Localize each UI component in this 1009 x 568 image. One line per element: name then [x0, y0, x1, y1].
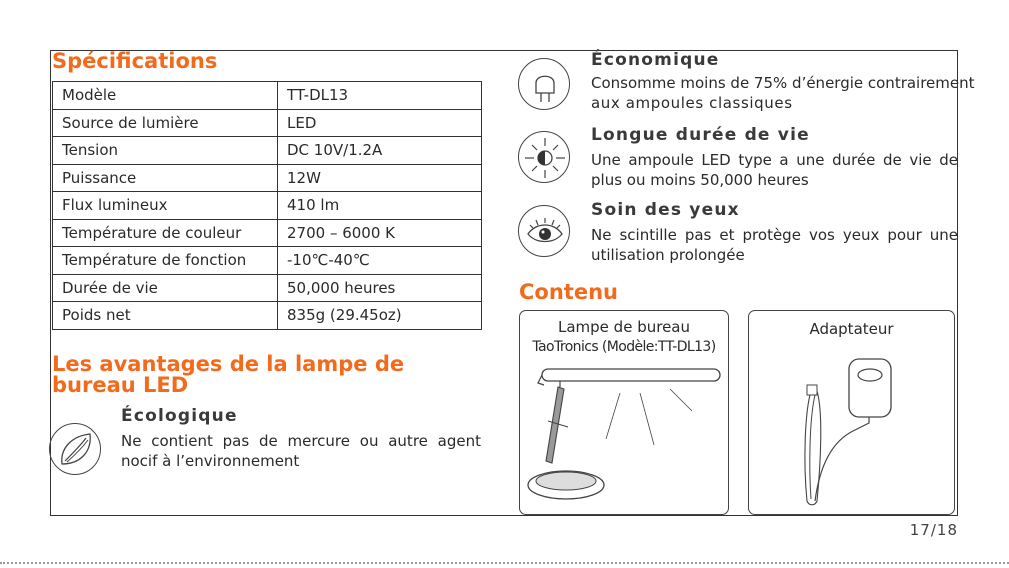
spec-row — [53, 219, 482, 247]
spec-row — [53, 192, 482, 220]
adapter-box — [748, 310, 955, 515]
spec-label: Poids net — [53, 302, 278, 330]
spec-row — [53, 302, 482, 330]
spec-value: 2700 – 6000 K — [278, 219, 482, 247]
advantage-text-economique-line2: aux ampoules classiques — [591, 94, 793, 112]
lamp-label: Lampe de bureau — [558, 318, 690, 336]
spec-label: Puissance — [53, 164, 278, 192]
bottom-dotted-divider — [0, 562, 1009, 564]
advantage-text-economique-line1: Consomme moins de 75% d’énergie contrairement — [591, 74, 975, 92]
lamp-model-label: TaoTronics (Modèle:TT-DL13) — [532, 339, 716, 355]
spec-row — [53, 109, 482, 137]
advantage-text-longue-duree-line1: Une ampoule LED type a une durée de vie de — [591, 151, 958, 169]
advantages-title-line2: bureau LED — [52, 373, 189, 397]
power-adapter-image — [749, 351, 954, 513]
spec-value: -10℃-40℃ — [278, 247, 482, 275]
spec-row — [53, 137, 482, 165]
specs-title: Spécifications — [52, 49, 218, 73]
spec-row — [53, 247, 482, 275]
spec-label: Température de fonction — [53, 247, 278, 275]
advantage-text-soin-yeux-line1: Ne scintille pas et protège vos yeux pour une — [591, 226, 958, 244]
spec-value: 835g (29.45oz) — [278, 302, 482, 330]
desk-lamp-image — [520, 361, 728, 513]
contents-title: Contenu — [519, 280, 618, 304]
advantages-title-line1: Les avantages de la lampe de — [52, 352, 405, 376]
spec-label: Modèle — [53, 82, 278, 110]
plug-icon — [518, 58, 570, 110]
adapter-label: Adaptateur — [809, 320, 894, 338]
spec-label: Température de couleur — [53, 219, 278, 247]
advantage-text-soin-yeux-line2: utilisation prolongée — [591, 246, 745, 264]
spec-row — [53, 274, 482, 302]
spec-value: DC 10V/1.2A — [278, 137, 482, 165]
leaf-icon — [49, 423, 101, 475]
spec-value: TT-DL13 — [278, 82, 482, 110]
advantage-text-ecologique-line2: nocif à l’environnement — [121, 452, 300, 470]
spec-label: Flux lumineux — [53, 192, 278, 220]
spec-label: Source de lumière — [53, 109, 278, 137]
spec-value: 12W — [278, 164, 482, 192]
spec-label: Durée de vie — [53, 274, 278, 302]
spec-value: 410 lm — [278, 192, 482, 220]
spec-value: 50,000 heures — [278, 274, 482, 302]
spec-value: LED — [278, 109, 482, 137]
specs-table — [52, 81, 482, 330]
advantage-title-economique: Économique — [591, 50, 720, 70]
spec-label: Tension — [53, 137, 278, 165]
advantage-title-soin-yeux: Soin des yeux — [591, 200, 740, 220]
eye-icon — [518, 205, 570, 257]
advantage-title-longue-duree: Longue durée de vie — [591, 125, 810, 145]
spec-row — [53, 164, 482, 192]
advantage-text-longue-duree-line2: plus ou moins 50,000 heures — [591, 171, 809, 189]
page-number: 17/18 — [909, 521, 958, 539]
advantage-text-ecologique-line1: Ne contient pas de mercure ou autre agent — [121, 432, 481, 450]
advantages-title — [52, 354, 404, 396]
advantage-title-ecologique: Écologique — [121, 406, 238, 426]
sun-icon — [518, 131, 570, 183]
spec-row — [53, 82, 482, 110]
lamp-box — [519, 310, 729, 515]
